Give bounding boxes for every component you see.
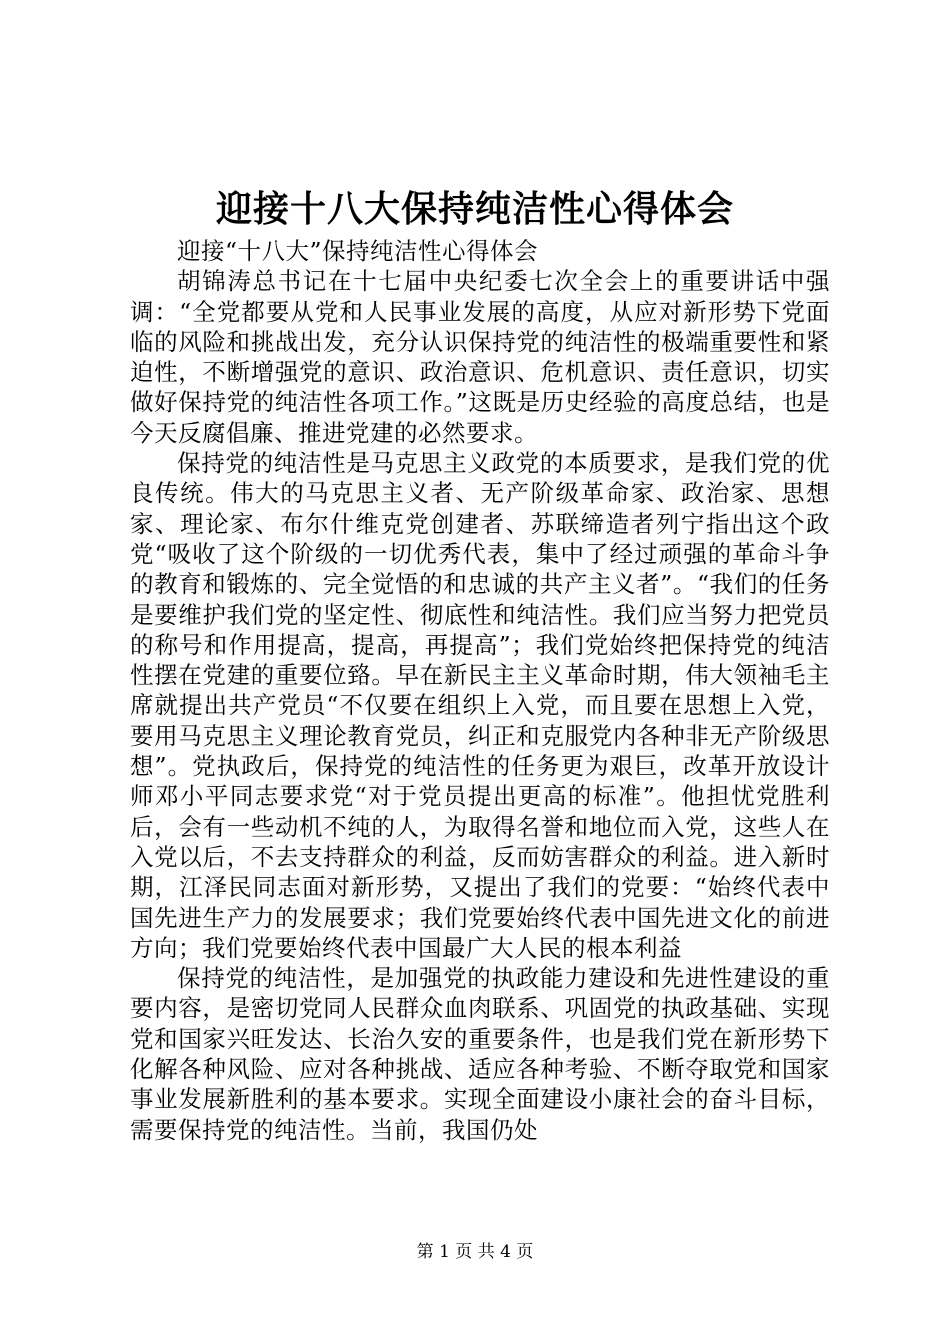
body-paragraph: 保持党的纯洁性，是加强党的执政能力建设和先进性建设的重要内容，是密切党同人民群众血肉联系、巩固党的执政基础、实现党和国家兴旺发达、长治久安的重要条件，也是我们党在新形势下化解各种风险、应对各种挑战、适应各种考验、不断夺取党和国家事业发展新胜利的基本要求。实现全面建设小康社会的奋斗目标，需要保持党的纯洁性。当前，我国仍处 (130, 964, 830, 1144)
subtitle-paragraph: 迎接“十八大”保持纯洁性心得体会 (177, 237, 539, 265)
document-title: 迎接十八大保持纯洁性心得体会 (215, 189, 734, 230)
body-paragraph: 胡锦涛总书记在十七届中央纪委七次全会上的重要讲话中强调：“全党都要从党和人民事业发展的高度，从应对新形势下党面临的风险和挑战出发，充分认识保持党的纯洁性的极端重要性和紧迫性，不断增强党的意识、政治意识、危机意识、责任意识，切实做好保持党的纯洁性各项工作。”这既是历史经验的高度总结，也是今天反腐倡廉、推进党建的必然要求。 (130, 267, 830, 447)
page-number-footer: 第 1 页 共 4 页 (416, 1242, 534, 1262)
document-body (130, 236, 830, 1145)
body-paragraph: 保持党的纯洁性是马克思主义政党的本质要求，是我们党的优良传统。伟大的马克思主义者、无产阶级革命家、政治家、思想家、理论家、布尔什维克党创建者、苏联缔造者列宁指出这个政党“吸收了这个阶级的一切优秀代表，集中了经过顽强的革命斗争的教育和锻炼的、完全觉悟的和忠诚的共产主义者”。“我们的任务是要维护我们党的坚定性、彻底性和纯洁性。我们应当努力把党员的称号和作用提高，提高，再提高”；我们党始终把保持党的纯洁性摆在党建的重要位臵。早在新民主主义革命时期，伟大领袖毛主席就提出共产党员“不仅要在组织上入党，而且要在思想上入党，要用马克思主义理论教育党员，纠正和克服党内各种非无产阶级思想”。党执政后，保持党的纯洁性的任务更为艰巨，改革开放设计师邓小平同志要求党“对于党员提出更高的标准”。他担忧党胜利后，会有一些动机不纯的人，为取得名誉和地位而入党，这些人在入党以后，不去支持群众的利益，反而妨害群众的利益。进入新时期，江泽民同志面对新形势，又提出了我们的党要：“始终代表中国先进生产力的发展要求；我们党要始终代表中国先进文化的前进方向；我们党要始终代表中国最广大人民的根本利益 (130, 449, 830, 962)
